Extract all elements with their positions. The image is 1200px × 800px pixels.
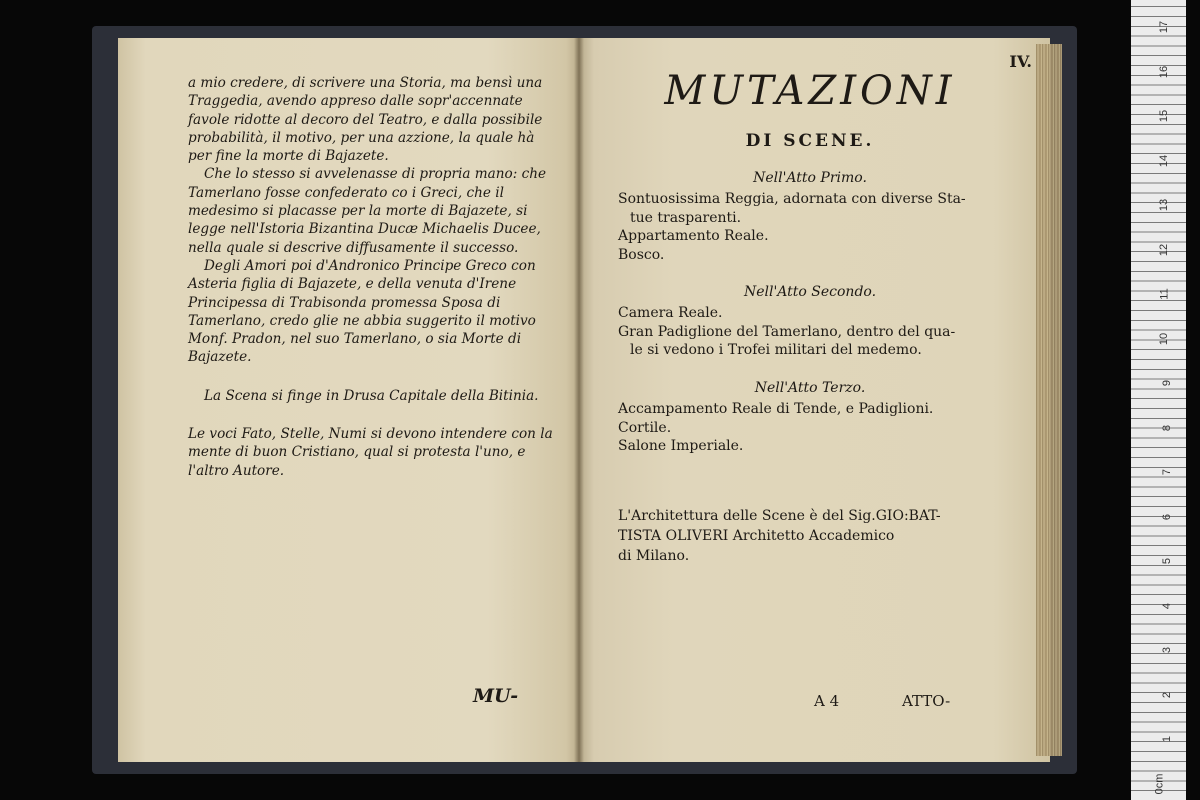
paragraph-disclaimer: Le voci Fato, Stelle, Numi si devono intendere con la mente di buon Cristiano, qual si protesta l'uno, e l'altro Autore. — [188, 426, 553, 479]
ruler-label: 17 — [1157, 20, 1170, 34]
page-number: IV. — [1009, 52, 1032, 71]
scene-item: Gran Padiglione del Tamerlano, dentro del qua- — [618, 323, 956, 340]
scene-item: Camera Reale. — [618, 305, 723, 321]
ruler-label: 12 — [1157, 243, 1170, 257]
scene-item: Cortile. — [618, 419, 672, 436]
ruler-label: 7 — [1160, 468, 1173, 476]
paragraph-poison: Che lo stesso si avvelenasse di propria mano: che Tamerlano fosse confederato co i Greci, che il medesimo si placasse per la morte di Bajazete, si legge nell'Istoria Bizantina Ducæ Michaelis Ducee, nella quale si descrive diffusamente il successo. — [188, 166, 547, 256]
credit-line: di Milano. — [618, 548, 690, 564]
credit-line: L'Architettura delle Scene è del Sig.GIO:BAT- — [618, 508, 941, 524]
scene-item: Appartamento Reale. — [618, 228, 769, 244]
act2-heading: Nell'Atto Secondo. — [743, 284, 877, 300]
ruler-label: 10 — [1157, 332, 1170, 346]
ruler-label: 13 — [1157, 198, 1170, 212]
ruler-label: 3 — [1160, 646, 1173, 654]
architect-credit — [618, 506, 998, 566]
paragraph-loves: Degli Amori poi d'Andronico Principe Greco con Asteria figlia di Bajazete, e della venuta d'Irene Principessa di Trabisonda promessa Sposa di Tamerlano, credo glie ne abbia suggerito il motivo Monf. Pradon, nel suo Tamerlano, o sia Morte di Bajazete. — [188, 257, 536, 366]
ruler-labels — [1140, 0, 1173, 800]
scene-item: Accampamento Reale di Tende, e Padiglioni. — [618, 401, 934, 417]
credit-line: TISTA OLIVERI Architetto Accademico — [618, 528, 895, 544]
right-page — [580, 38, 1050, 762]
ruler-label: 15 — [1157, 109, 1170, 123]
scene-item: Sontuosissima Reggia, adornata con diverse Sta- — [618, 191, 966, 207]
act1-heading: Nell'Atto Primo. — [753, 170, 867, 186]
scene-item: Bosco. — [618, 246, 665, 263]
act2-scene-list — [618, 304, 988, 360]
page-subtitle: DI SCENE. — [745, 131, 875, 151]
ruler-label: 0cm — [1153, 773, 1166, 795]
scene-item: le si vedono i Trofei militari del medemo. — [630, 342, 922, 358]
ruler-label: 14 — [1157, 154, 1170, 168]
ruler-label: 16 — [1157, 65, 1170, 79]
scene-item: tue trasparenti. — [630, 209, 742, 226]
act3-scene-list — [618, 400, 988, 456]
left-page-text — [188, 74, 558, 480]
signature-mark: A 4 — [814, 692, 840, 710]
act1-scene-list — [618, 190, 988, 264]
ruler-label: 11 — [1158, 288, 1171, 300]
ruler-label: 2 — [1160, 691, 1173, 699]
ruler-label: 4 — [1160, 602, 1173, 610]
paragraph-intro: a mio credere, di scrivere una Storia, ma bensì una Traggedia, avendo appreso dalle sopr'accennate favole ridotte al decoro del Teatro, e dalla possibile probabilità, il motivo, per una azzione, la quale hà per fine la morte di Bajazete. — [188, 75, 543, 165]
ruler-label: 6 — [1160, 513, 1173, 521]
ruler-label: 1 — [1160, 735, 1173, 743]
ruler-label: 8 — [1160, 424, 1173, 432]
left-page — [118, 38, 580, 762]
scene-item: Salone Imperiale. — [618, 438, 744, 454]
page-edges — [1036, 44, 1062, 756]
act3-heading: Nell'Atto Terzo. — [754, 380, 866, 396]
right-catchword: ATTO- — [902, 692, 951, 710]
ruler-label: 5 — [1160, 557, 1173, 565]
page-title: MUTAZIONI — [664, 68, 956, 114]
left-catchword: MU- — [473, 685, 519, 707]
book-gutter — [574, 38, 584, 762]
ruler-label: 9 — [1160, 379, 1173, 387]
paragraph-setting: La Scena si finge in Drusa Capitale della Bitinia. — [204, 387, 539, 404]
